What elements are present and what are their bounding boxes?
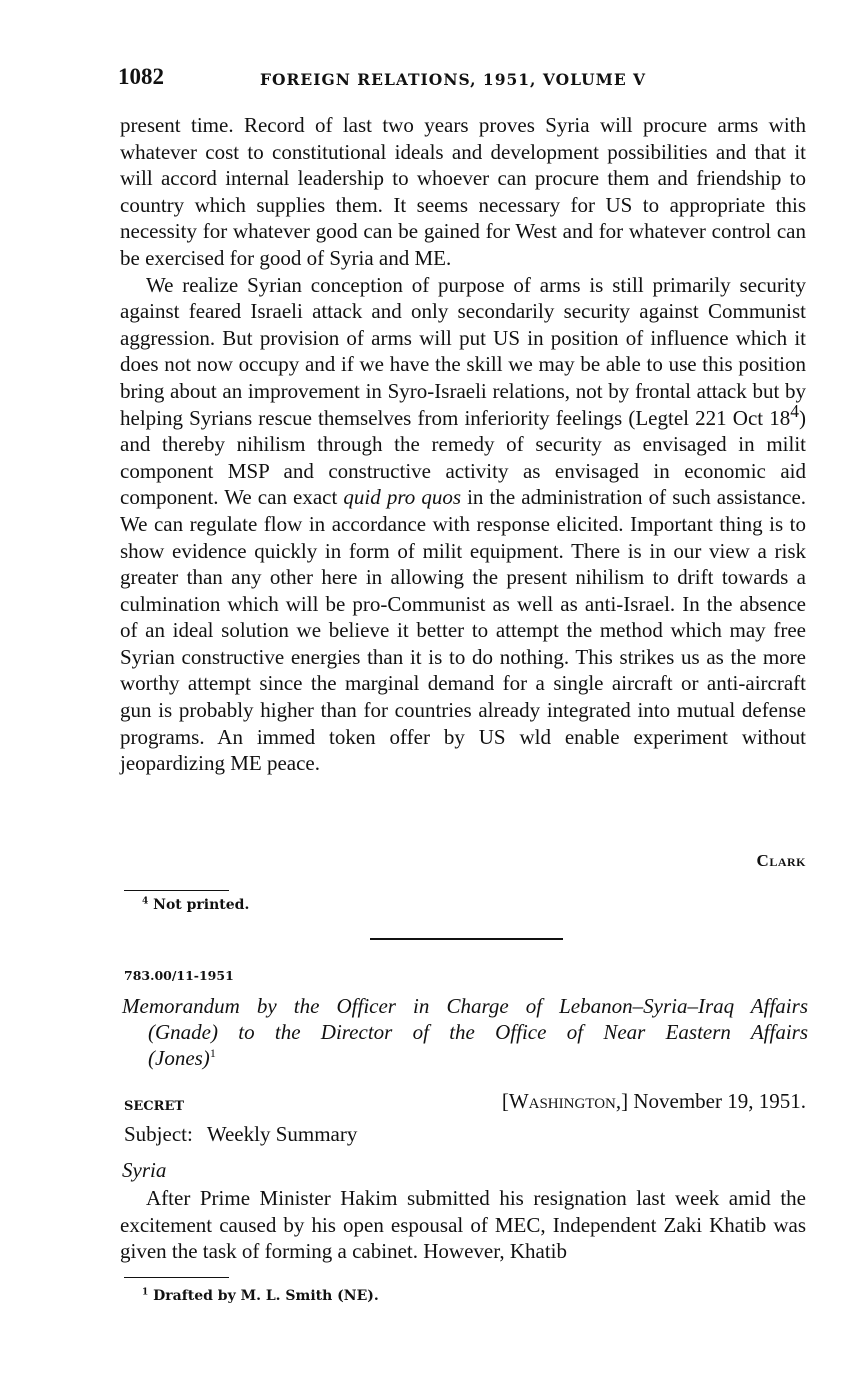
dateline: [Washington,] November 19, 1951. [501, 1089, 806, 1113]
memo-paragraph: After Prime Minister Hakim submitted his resignation last week amid the excitement caused by his open espousal of MEC, Independent Zaki Khatib was given the task of forming a cabinet. However, Khatib [120, 1186, 806, 1264]
file-number: 783.00/11-1951 [124, 968, 234, 983]
dateline-place: Washington, [508, 1089, 622, 1113]
footnote-4 [142, 897, 249, 913]
subject-value: Weekly Summary [206, 1122, 358, 1146]
heading-line-1: Memorandum by the Officer in Charge of Lebanon–Syria–Iraq Affairs [122, 994, 808, 1018]
telegram-paragraph-2 [120, 272, 806, 777]
page-number: 1082 [118, 64, 164, 89]
subject-label: Subject: [124, 1122, 193, 1146]
footnote-text: Drafted by M. L. Smith (NE). [153, 1288, 379, 1304]
footnote-text: Not printed. [153, 897, 250, 913]
footnote-reference: 4 [790, 400, 799, 421]
subject-line [124, 1122, 357, 1147]
section-divider [370, 938, 563, 940]
document-heading [122, 993, 808, 1071]
country-heading: Syria [122, 1158, 167, 1182]
heading-line-2: (Gnade) to the Director of the Office of Near Eastern Affairs [148, 1020, 808, 1044]
footnote-rule [124, 890, 229, 891]
latin-phrase: quid pro quos [343, 485, 461, 510]
telegram-paragraph-1: present time. Record of last two years proves Syria will procure arms with whatever cost to constitutional ideals and development possibilities and that it will accord internal leadership to whoever can procure them and friendship to country which supplies them. It seems necessary for US to appropriate this necessity for whatever good can be gained for West and for whatever control can be exercised for good of Syria and ME. [120, 113, 806, 270]
telegram-paragraph-2-part-2: ) and thereby nihilism through the remedy of security as envisaged in milit component MSP and constructive activity as envisaged in economic aid component. We can exact [120, 405, 806, 510]
footnote-mark: 4 [142, 896, 149, 907]
memo-body [120, 1185, 806, 1265]
heading-line-3-text: (Jones) [148, 1046, 210, 1070]
signature: Clark [756, 851, 806, 870]
heading-footnote-ref: 1 [209, 1046, 216, 1060]
footnote-mark: 1 [142, 1287, 149, 1298]
running-head [118, 64, 808, 96]
telegram-paragraph-2-part-1: We realize Syrian conception of purpose of arms is still primarily security against feared Israeli attack and only secondarily security against Communist aggression. But provision of arms will put US in position of influence which it does not now occupy and if we have the skill we may be able to use this position bring about an improvement in Syro-Israeli relations, not by frontal attack but by helping Syrians rescue themselves from inferiority feelings (Legtel 221 Oct 18 [120, 272, 806, 430]
volume-title: FOREIGN RELATIONS, 1951, VOLUME V [260, 70, 647, 89]
footnote-1 [142, 1288, 379, 1304]
footnote-rule-2 [124, 1277, 229, 1278]
telegram-paragraph-2-part-3: in the administration of such assistance. We can regulate flow in accordance with response elicited. Important thing is to show evidence quickly in form of milit equipment. There is in our view a risk greater than any other here in allowing the present nihilism to drift towards a culmination which will be pro-Communist as well as anti-Israel. In the absence of an ideal solution we believe it better to attempt the method which may free Syrian constructive energies than it is to do nothing. This strikes us as the more worthy attempt since the marginal demand for a single aircraft or anti-aircraft gun is probably higher than for countries already integrated into mutual defense programs. An immed token offer by US wld enable experiment without jeopardizing ME peace. [120, 485, 807, 776]
dateline-date: November 19, 1951. [633, 1089, 806, 1113]
telegram-body [120, 112, 806, 777]
classification-marking: SECRET [124, 1099, 185, 1114]
heading-line-3 [122, 1045, 808, 1071]
